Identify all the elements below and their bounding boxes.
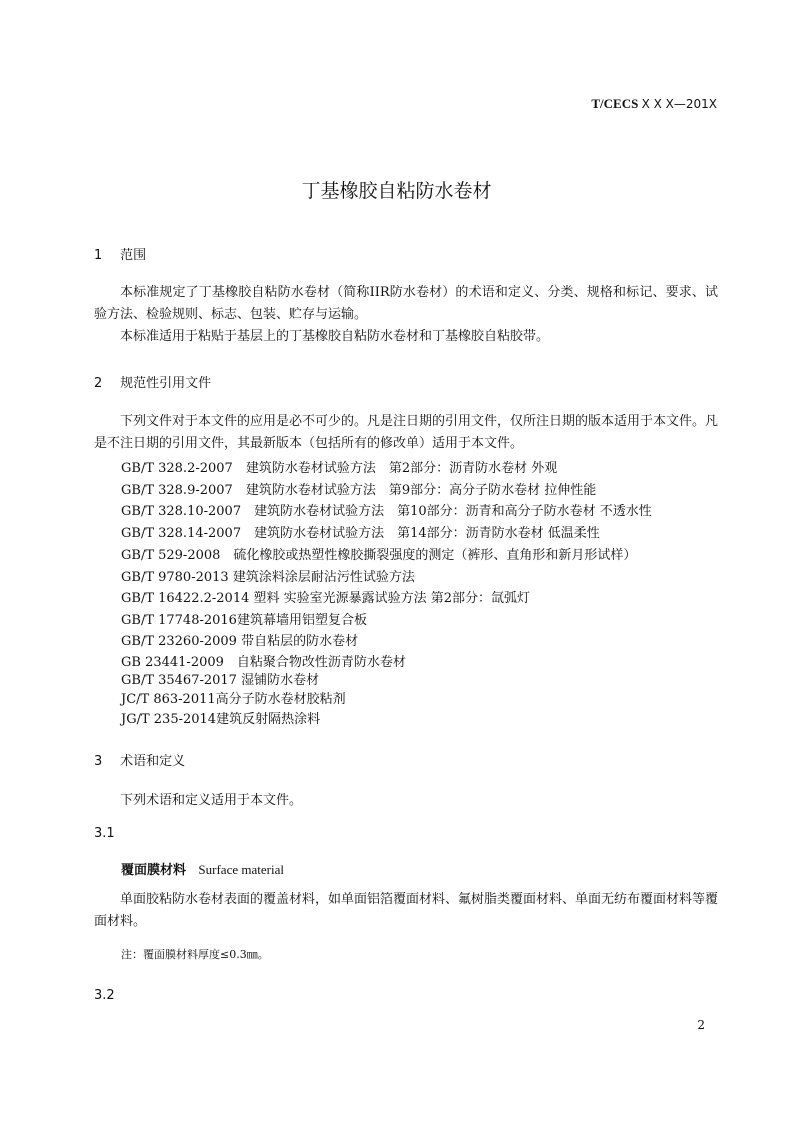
- term-english: Surface material: [198, 862, 284, 877]
- reference-item: GB/T 328.9-2007 建筑防水卷材试验方法 第9部分：高分子防水卷材 拉伸性能: [121, 483, 597, 498]
- section-number: 1: [94, 248, 103, 263]
- section-title: 范围: [120, 248, 147, 263]
- section-title: 术语和定义: [120, 754, 186, 769]
- section-2-intro: 下列文件对于本文件的应用是必不可少的。凡是注日期的引用文件，仅所注日期的版本适用于本文件。凡是不注日期的引用文件，其最新版本（包括所有的修改单）适用于本文件。: [94, 414, 719, 451]
- reference-item: GB/T 17748-2016建筑幕墙用铝塑复合板: [121, 613, 367, 628]
- reference-item: GB/T 529-2008 硫化橡胶或热塑性橡胶撕裂强度的测定（裤形、直角形和新月形试样）: [121, 548, 637, 563]
- reference-item: GB/T 9780-2013 建筑涂料涂层耐沾污性试验方法: [121, 570, 415, 585]
- reference-item: GB/T 328.14-2007 建筑防水卷材试验方法 第14部分：沥青防水卷材 低温柔性: [121, 526, 600, 541]
- section-2-heading: [94, 372, 211, 391]
- term-3-1: [121, 859, 284, 878]
- reference-item: GB 23441-2009 自粘聚合物改性沥青防水卷材: [121, 655, 406, 670]
- term-3-1-note: 注：覆面膜材料厚度≤0.3㎜。: [121, 948, 269, 961]
- clause-3-1-number: 3.1: [94, 826, 115, 841]
- reference-item: JC/T 863-2011高分子防水卷材胶粘剂: [121, 692, 346, 707]
- section-3-heading: [94, 750, 185, 769]
- section-1-para-1: 本标准规定了丁基橡胶自粘防水卷材（简称IIR防水卷材）的术语和定义、分类、规格和标记、要求、试验方法、检验规则、标志、包装、贮存与运输。: [94, 285, 718, 322]
- page-number: 2: [697, 1018, 705, 1032]
- document-code: [591, 96, 717, 112]
- reference-item: GB/T 328.2-2007 建筑防水卷材试验方法 第2部分：沥青防水卷材 外观: [121, 461, 558, 476]
- standard-number: X X X—201X: [641, 97, 717, 111]
- reference-item: GB/T 16422.2-2014 塑料 实验室光源暴露试验方法 第2部分：氙弧灯: [121, 591, 531, 606]
- section-number: 2: [94, 376, 103, 391]
- reference-item: GB/T 23260-2009 带自粘层的防水卷材: [121, 634, 359, 649]
- clause-3-2-number: 3.2: [94, 988, 115, 1003]
- section-3-intro: 下列术语和定义适用于本文件。: [120, 793, 303, 808]
- section-1-para-2: 本标准适用于粘贴于基层上的丁基橡胶自粘防水卷材和丁基橡胶自粘胶带。: [120, 329, 550, 344]
- term-3-1-definition: 单面胶粘防水卷材表面的覆盖材料，如单面铝箔覆面材料、氟树脂类覆面材料、单面无纺布覆面材料等覆面材料。: [94, 892, 719, 929]
- reference-item: GB/T 328.10-2007 建筑防水卷材试验方法 第10部分：沥青和高分子防水卷材 不透水性: [121, 504, 652, 519]
- section-title: 规范性引用文件: [120, 376, 212, 391]
- reference-item: GB/T 35467-2017 湿铺防水卷材: [121, 673, 320, 688]
- section-number: 3: [94, 754, 103, 769]
- term-chinese: 覆面膜材料: [121, 863, 187, 878]
- reference-item: JG/T 235-2014建筑反射隔热涂料: [121, 712, 321, 727]
- standard-prefix: T/CECS: [591, 96, 639, 111]
- document-title: 丁基橡胶自粘防水卷材: [301, 180, 492, 202]
- section-1-heading: [94, 244, 146, 263]
